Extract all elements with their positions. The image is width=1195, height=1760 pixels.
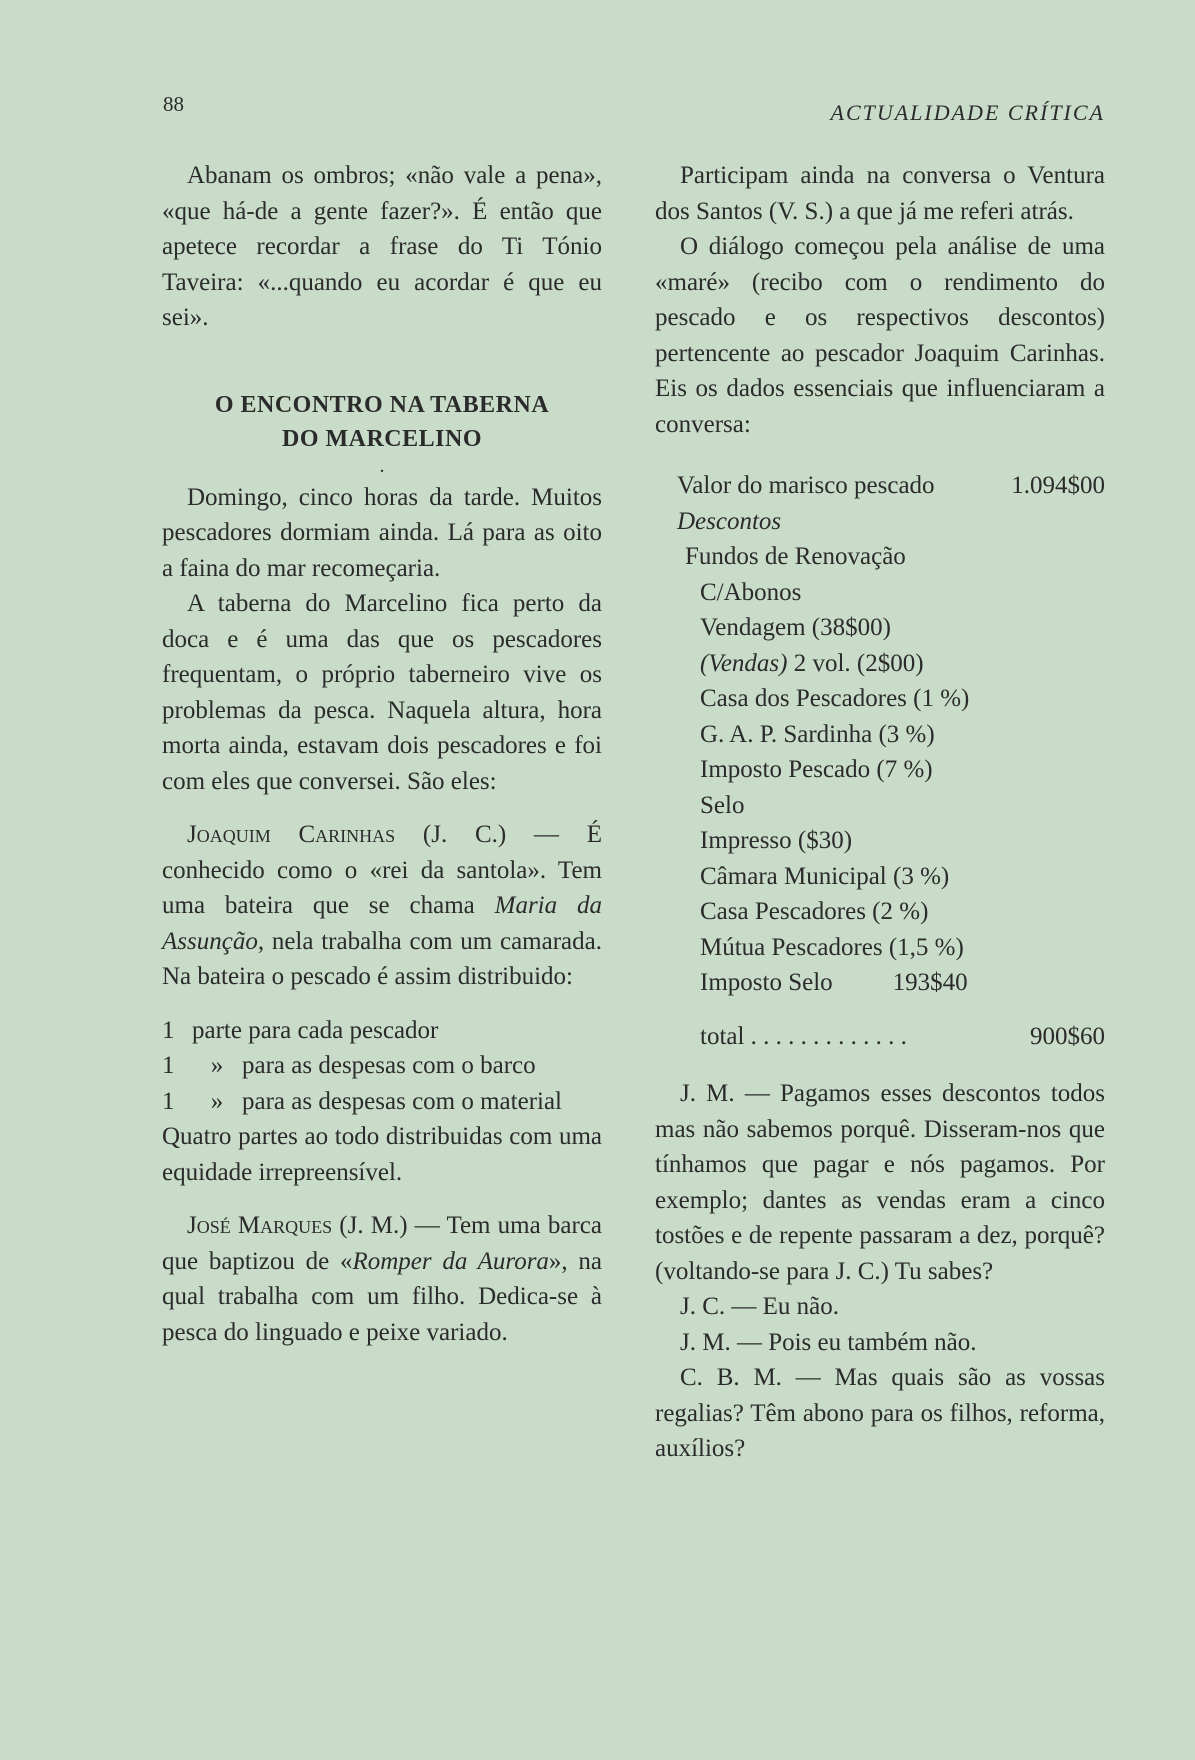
dialogue-line: J. M. — Pois eu também não. xyxy=(680,1328,977,1356)
paragraph xyxy=(162,817,602,995)
item-text: parte para cada pescador xyxy=(192,1016,439,1044)
text-span: », na qual trabalha com um filho. Dedica-se à pesca do linguado e peixe variado. xyxy=(162,1247,602,1346)
table-row: Casa Pescadores (2 %) xyxy=(700,898,929,925)
heading-dot: . xyxy=(379,454,385,477)
table-row xyxy=(655,468,1105,504)
row-label: Valor do marisco pescado xyxy=(677,472,935,499)
distribution-list xyxy=(162,1013,602,1120)
table-row: G. A. P. Sardinha (3 %) xyxy=(700,720,935,748)
receipt-table xyxy=(655,468,1105,1054)
item-number: 1 xyxy=(162,1087,175,1115)
dialogue-line: J. C. — Eu não. xyxy=(680,1293,840,1320)
ditto-mark: » xyxy=(210,1052,224,1079)
boat-name: Maria da Assunção xyxy=(162,892,603,955)
text-span: , nela trabalha com um camarada. Na bateira o pescado é assim distribuido: xyxy=(162,927,602,990)
paragraph: A taberna do Marcelino fica perto da doca e é uma das que os pescadores frequentam, o próprio taberneiro vive os problemas da pesca. Naquela altura, hora morta ainda, estavam dois pescadores e foi com eles que conversei. São eles: xyxy=(162,590,602,795)
page-number: 88 xyxy=(163,92,184,116)
running-title: ACTUALIDADE CRÍTICA xyxy=(830,100,1105,125)
paragraph xyxy=(162,1208,602,1350)
paragraph: Domingo, cinco horas da tarde. Muitos pescadores dormiam ainda. Lá para as oito a faina do mar recomeçaria. xyxy=(162,483,602,582)
total-amount: 900$60 xyxy=(1030,1022,1105,1050)
table-row: Câmara Municipal (3 %) xyxy=(700,862,950,890)
row-label: Imposto Selo xyxy=(700,969,833,996)
table-subheading: Descontos xyxy=(677,507,782,535)
heading-line: DO MARCELINO xyxy=(281,425,482,452)
table-row: Vendagem (38$00) xyxy=(700,614,891,641)
row-label: 2 vol. (2$00) xyxy=(787,649,924,677)
text-span: (J. M.) — Tem uma barca que baptizou de « xyxy=(162,1212,602,1275)
speaker-name: José Marques xyxy=(187,1212,333,1239)
table-row: Casa dos Pescadores (1 %) xyxy=(700,685,970,712)
total-row xyxy=(655,1019,1105,1055)
right-column xyxy=(655,158,1105,1467)
speaker-name: Joaquim Carinhas xyxy=(187,821,396,848)
paragraph: Abanam os ombros; «não vale a pena», «que há-de a gente fazer?». É então que apetece recordar a frase do Ti Tónio Taveira: «...quando eu acordar é que eu sei». xyxy=(162,162,602,331)
table-row: Imposto Pescado (7 %) xyxy=(700,756,933,783)
table-row: Impresso ($30) xyxy=(700,827,853,854)
dialogue-line: J. M. — Pagamos esses descontos todos mas não sabemos porquê. Disseram-nos que tínhamos que pagar e nós pagamos. Por exemplo; dantes as vendas eram a cinco tostões e de repente passaram a dez, porquê? (voltando-se para J. C.) Tu sabes? xyxy=(655,1080,1105,1285)
item-text: para as despesas com o material xyxy=(242,1087,563,1115)
row-amount: 1.094$00 xyxy=(1011,472,1105,499)
table-row xyxy=(655,965,1105,1001)
list-item xyxy=(162,1048,602,1084)
table-row: Fundos de Renovação xyxy=(685,543,906,570)
left-column xyxy=(162,158,602,1350)
table-row xyxy=(655,646,1105,682)
paragraph: Quatro partes ao todo distribuidas com uma equidade irrepreensível. xyxy=(162,1123,602,1186)
total-label: total . . . . . . . . . . . . . xyxy=(700,1022,907,1050)
table-row: Selo xyxy=(700,791,745,819)
dialogue xyxy=(655,1076,1105,1467)
row-prefix: (Vendas) xyxy=(700,649,788,677)
section-heading xyxy=(162,388,602,456)
item-number: 1 xyxy=(162,1052,175,1079)
paragraph: Participam ainda na conversa o Ventura dos Santos (V. S.) a que já me referi atrás. xyxy=(655,162,1105,225)
table-row: Mútua Pescadores (1,5 %) xyxy=(700,933,964,961)
boat-name: Romper da Aurora xyxy=(352,1247,549,1275)
paragraph: O diálogo começou pela análise de uma «maré» (recibo com o rendimento do pescado e os respectivos descontos) pertencente ao pescador Joaquim Carinhas. Eis os dados essenciais que influenciaram a conversa: xyxy=(655,233,1105,438)
item-number: 1 xyxy=(162,1016,175,1044)
list-item xyxy=(162,1013,602,1049)
row-amount: 193$40 xyxy=(892,969,968,996)
dialogue-line: C. B. M. — Mas quais são as vossas regalias? Têm abono para os filhos, reforma, auxílios? xyxy=(655,1364,1105,1462)
ditto-mark: » xyxy=(210,1087,224,1115)
table-row: C/Abonos xyxy=(700,578,802,606)
text-span: (J. C.) — É conhecido como o «rei da santola». Tem uma bateira que se chama xyxy=(162,821,603,919)
list-item xyxy=(162,1084,602,1120)
item-text: para as despesas com o barco xyxy=(242,1052,536,1079)
heading-line: O ENCONTRO NA TABERNA xyxy=(214,391,550,418)
